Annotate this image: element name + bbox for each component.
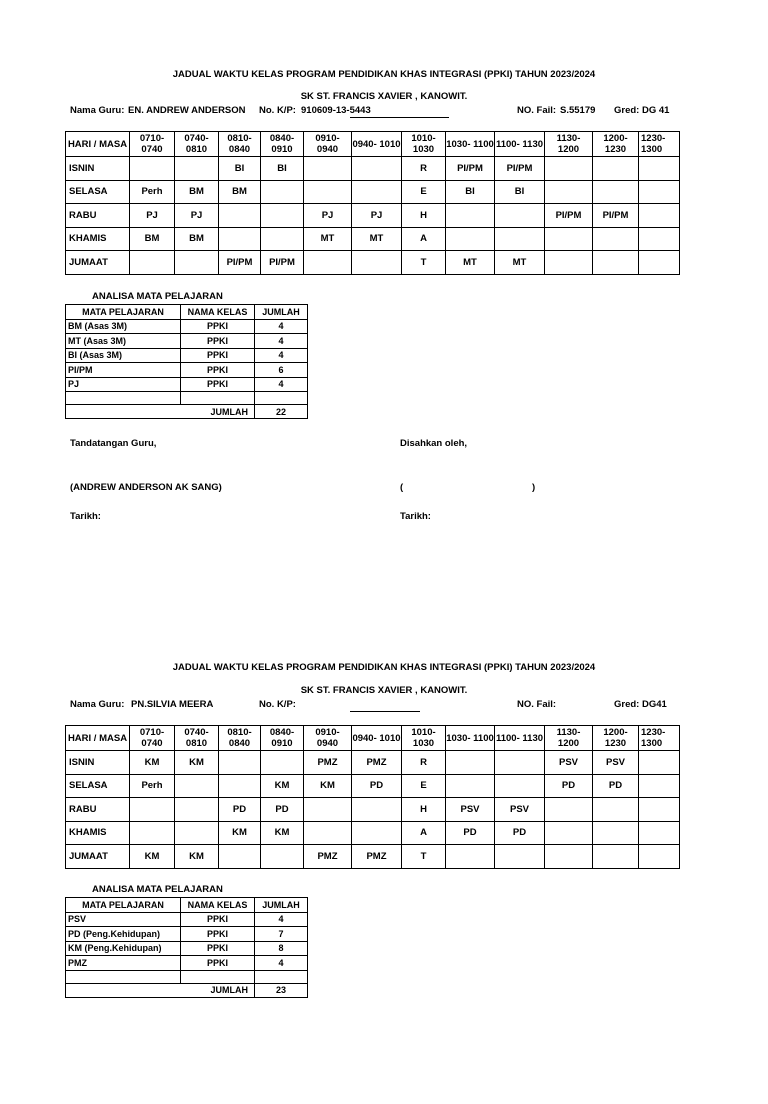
class-name: PPKI xyxy=(181,941,255,956)
day-label: SELASA xyxy=(66,180,130,204)
timetable-cell: PSV xyxy=(495,798,545,822)
total-value: 22 xyxy=(255,405,308,419)
subject-name: PD (Peng.Kehidupan) xyxy=(66,927,181,942)
subject-name: PSV xyxy=(66,912,181,927)
date-label-right: Tarikh: xyxy=(400,511,431,522)
table-row xyxy=(66,821,680,845)
timetable-cell: MT xyxy=(446,251,495,275)
timetable-cell: KM xyxy=(130,751,175,775)
analysis-row xyxy=(66,912,308,927)
timetable-cell xyxy=(495,204,545,228)
kp-underline xyxy=(350,711,420,712)
date-label-left: Tarikh: xyxy=(70,511,101,522)
analysis-row xyxy=(66,319,308,334)
header-slot: 1010- 1030 xyxy=(402,132,446,157)
blank-cell xyxy=(181,970,255,983)
school-name: SK ST. FRANCIS XAVIER , KANOWIT. xyxy=(300,91,468,102)
school-name: SK ST. FRANCIS XAVIER , KANOWIT. xyxy=(300,685,468,696)
timetable-cell xyxy=(352,157,402,181)
timetable-cell xyxy=(304,821,352,845)
analysis-title: ANALISA MATA PELAJARAN xyxy=(92,884,223,895)
timetable-cell: PI/PM xyxy=(545,204,593,228)
table-row xyxy=(66,180,680,204)
table-row xyxy=(66,204,680,228)
class-name: PPKI xyxy=(181,363,255,378)
timetable-cell: PMZ xyxy=(304,845,352,869)
timetable-cell xyxy=(130,821,175,845)
timetable-cell xyxy=(639,798,680,822)
subject-name: PMZ xyxy=(66,956,181,971)
analysis-header: JUMLAH xyxy=(255,898,308,913)
header-slot: 1100- 1130 xyxy=(495,132,545,157)
timetable-cell xyxy=(175,251,219,275)
day-label: KHAMIS xyxy=(66,821,130,845)
analysis-header: NAMA KELAS xyxy=(181,898,255,913)
blank-cell xyxy=(181,392,255,405)
timetable-cell xyxy=(593,821,639,845)
header-slot: 0940- 1010 xyxy=(352,726,402,751)
teacher-name: PN.SILVIA MEERA xyxy=(131,699,214,710)
timetable-sheet-1 xyxy=(0,0,768,522)
analysis-row xyxy=(66,941,308,956)
header-slot: 0810- 0840 xyxy=(219,132,261,157)
timetable-cell xyxy=(352,251,402,275)
timetable-cell xyxy=(304,251,352,275)
timetable-cell: PD xyxy=(593,774,639,798)
timetable-cell xyxy=(219,751,261,775)
day-label: ISNIN xyxy=(66,751,130,775)
analysis-row xyxy=(66,348,308,363)
subject-name: KM (Peng.Kehidupan) xyxy=(66,941,181,956)
header-slot: 0840- 0910 xyxy=(261,132,304,157)
timetable-cell: PD xyxy=(495,821,545,845)
timetable-sheet-2 xyxy=(0,592,768,1104)
timetable-cell xyxy=(495,751,545,775)
teacher-label: Nama Guru: xyxy=(70,699,125,710)
timetable-cell xyxy=(261,751,304,775)
day-label: JUMAAT xyxy=(66,251,130,275)
table-row xyxy=(66,157,680,181)
subject-count: 4 xyxy=(255,334,308,349)
timetable-cell xyxy=(639,774,680,798)
timetable-cell xyxy=(446,204,495,228)
timetable-cell: PI/PM xyxy=(446,157,495,181)
timetable-cell xyxy=(639,180,680,204)
header-slot: 1130- 1200 xyxy=(545,726,593,751)
timetable-cell xyxy=(352,180,402,204)
timetable-cell xyxy=(219,845,261,869)
timetable-cell: KM xyxy=(175,845,219,869)
subject-count: 8 xyxy=(255,941,308,956)
kp-underline xyxy=(350,117,449,118)
blank-cell xyxy=(255,970,308,983)
total-value: 23 xyxy=(255,983,308,997)
timetable-cell: PD xyxy=(219,798,261,822)
day-label: RABU xyxy=(66,798,130,822)
timetable-cell xyxy=(219,774,261,798)
gred-label: Gred: xyxy=(614,105,640,116)
table-row xyxy=(66,751,680,775)
timetable-cell: PSV xyxy=(545,751,593,775)
header-slot: 0910- 0940 xyxy=(304,726,352,751)
timetable-cell xyxy=(352,821,402,845)
timetable-cell xyxy=(130,251,175,275)
header-slot: 1130- 1200 xyxy=(545,132,593,157)
timetable-cell: PI/PM xyxy=(219,251,261,275)
timetable-cell xyxy=(639,821,680,845)
timetable-cell xyxy=(130,798,175,822)
timetable-cell xyxy=(639,251,680,275)
analysis-row xyxy=(66,927,308,942)
timetable-cell: KM xyxy=(130,845,175,869)
timetable-cell: BI xyxy=(495,180,545,204)
timetable-cell: MT xyxy=(304,227,352,251)
subject-count: 6 xyxy=(255,363,308,378)
timetable-cell: PI/PM xyxy=(593,204,639,228)
timetable-cell xyxy=(593,798,639,822)
header-slot: 1230- 1300 xyxy=(639,132,680,157)
timetable-cell: H xyxy=(402,204,446,228)
timetable-cell: PJ xyxy=(352,204,402,228)
class-name: PPKI xyxy=(181,334,255,349)
day-label: ISNIN xyxy=(66,157,130,181)
timetable-cell xyxy=(545,798,593,822)
timetable-cell: KM xyxy=(261,774,304,798)
header-slot: 0940- 1010 xyxy=(352,132,402,157)
blank-cell xyxy=(66,970,181,983)
timetable-cell: KM xyxy=(175,751,219,775)
teacher-full-name: (ANDREW ANDERSON AK SANG) xyxy=(70,482,222,493)
header-slot: 1200- 1230 xyxy=(593,726,639,751)
timetable-cell: PI/PM xyxy=(495,157,545,181)
timetable-cell xyxy=(593,251,639,275)
class-name: PPKI xyxy=(181,348,255,363)
analysis-table xyxy=(65,304,308,419)
class-name: PPKI xyxy=(181,319,255,334)
timetable-cell xyxy=(639,845,680,869)
timetable-cell xyxy=(545,180,593,204)
timetable-cell: MT xyxy=(495,251,545,275)
header-slot: 0840- 0910 xyxy=(261,726,304,751)
fail-value: S.55179 xyxy=(560,105,596,116)
timetable-cell xyxy=(352,798,402,822)
timetable-cell: PI/PM xyxy=(261,251,304,275)
timetable-cell: A xyxy=(402,227,446,251)
subject-name: PJ xyxy=(66,377,181,392)
timetable-cell: PD xyxy=(352,774,402,798)
header-day-time: HARI / MASA xyxy=(66,726,130,751)
timetable-cell xyxy=(593,180,639,204)
class-name: PPKI xyxy=(181,927,255,942)
timetable-cell xyxy=(545,821,593,845)
header-slot: 0910- 0940 xyxy=(304,132,352,157)
timetable-cell: R xyxy=(402,751,446,775)
timetable-cell xyxy=(175,821,219,845)
timetable-cell: PD xyxy=(545,774,593,798)
analysis-header: MATA PELAJARAN xyxy=(66,898,181,913)
timetable-cell: PMZ xyxy=(352,845,402,869)
timetable-cell: T xyxy=(402,251,446,275)
header-slot: 1030- 1100 xyxy=(446,132,495,157)
subject-count: 4 xyxy=(255,348,308,363)
timetable-cell: E xyxy=(402,180,446,204)
timetable-cell: PD xyxy=(446,821,495,845)
timetable-cell: KM xyxy=(304,774,352,798)
header-slot: 1010- 1030 xyxy=(402,726,446,751)
kp-label: No. K/P: xyxy=(259,105,296,116)
timetable-cell xyxy=(639,157,680,181)
timetable-cell xyxy=(175,157,219,181)
class-name: PPKI xyxy=(181,912,255,927)
timetable-cell xyxy=(446,774,495,798)
timetable-cell xyxy=(446,227,495,251)
timetable-cell: KM xyxy=(219,821,261,845)
timetable-cell: PSV xyxy=(446,798,495,822)
timetable-cell xyxy=(219,204,261,228)
analysis-total-row xyxy=(66,405,308,419)
timetable-cell: PMZ xyxy=(304,751,352,775)
timetable-cell: BM xyxy=(130,227,175,251)
timetable-cell: Perh xyxy=(130,774,175,798)
table-row xyxy=(66,774,680,798)
timetable-cell xyxy=(304,157,352,181)
teacher-name: EN. ANDREW ANDERSON xyxy=(128,105,246,116)
timetable-cell xyxy=(219,227,261,251)
gred-value: DG 41 xyxy=(642,105,670,116)
subject-count: 4 xyxy=(255,956,308,971)
timetable-cell: KM xyxy=(261,821,304,845)
timetable-cell xyxy=(593,227,639,251)
analysis-title: ANALISA MATA PELAJARAN xyxy=(92,291,223,302)
timetable-cell xyxy=(639,227,680,251)
subject-name: BM (Asas 3M) xyxy=(66,319,181,334)
timetable-cell: PD xyxy=(261,798,304,822)
timetable-cell: BI xyxy=(261,157,304,181)
timetable-cell xyxy=(446,751,495,775)
gred-value: DG41 xyxy=(642,699,667,710)
timetable-cell: PSV xyxy=(593,751,639,775)
timetable-cell: A xyxy=(402,821,446,845)
analysis-table xyxy=(65,897,308,998)
teacher-label: Nama Guru: xyxy=(70,105,125,116)
header-slot: 0740- 0810 xyxy=(175,132,219,157)
fail-label: NO. Fail: xyxy=(517,105,557,116)
timetable-cell: BM xyxy=(175,180,219,204)
timetable-cell xyxy=(304,180,352,204)
class-name: PPKI xyxy=(181,377,255,392)
header-day-time: HARI / MASA xyxy=(66,132,130,157)
day-label: KHAMIS xyxy=(66,227,130,251)
timetable-cell xyxy=(261,180,304,204)
header-slot: 1030- 1100 xyxy=(446,726,495,751)
teacher-sign-label: Tandatangan Guru, xyxy=(70,438,157,449)
timetable-cell xyxy=(593,845,639,869)
timetable-cell xyxy=(175,798,219,822)
sheet-title: JADUAL WAKTU KELAS PROGRAM PENDIDIKAN KHAS INTEGRASI (PPKI) TAHUN 2023/2024 xyxy=(172,69,596,80)
sheet-title: JADUAL WAKTU KELAS PROGRAM PENDIDIKAN KHAS INTEGRASI (PPKI) TAHUN 2023/2024 xyxy=(172,662,596,673)
blank-cell xyxy=(255,392,308,405)
timetable-cell: PJ xyxy=(175,204,219,228)
timetable-cell: BM xyxy=(219,180,261,204)
table-row xyxy=(66,845,680,869)
timetable-cell xyxy=(545,227,593,251)
analysis-total-row xyxy=(66,983,308,997)
header-slot: 1230- 1300 xyxy=(639,726,680,751)
timetable-cell xyxy=(304,798,352,822)
timetable-cell xyxy=(130,157,175,181)
analysis-header: NAMA KELAS xyxy=(181,305,255,320)
timetable-cell xyxy=(495,227,545,251)
timetable-cell xyxy=(639,204,680,228)
timetable-cell: PMZ xyxy=(352,751,402,775)
timetable-cell: R xyxy=(402,157,446,181)
gred-label: Gred: xyxy=(614,699,640,710)
timetable-cell xyxy=(261,204,304,228)
day-label: JUMAAT xyxy=(66,845,130,869)
analysis-header: MATA PELAJARAN xyxy=(66,305,181,320)
timetable-cell xyxy=(495,774,545,798)
subject-name: BI (Asas 3M) xyxy=(66,348,181,363)
fail-label: NO. Fail: xyxy=(517,699,557,710)
kp-value: 910609-13-5443 xyxy=(301,105,371,116)
analysis-row xyxy=(66,956,308,971)
timetable-cell: Perh xyxy=(130,180,175,204)
subject-name: PI/PM xyxy=(66,363,181,378)
header-slot: 0740- 0810 xyxy=(175,726,219,751)
subject-name: MT (Asas 3M) xyxy=(66,334,181,349)
timetable-cell xyxy=(495,845,545,869)
total-label: JUMLAH xyxy=(66,983,255,997)
subject-count: 4 xyxy=(255,319,308,334)
header-slot: 0810- 0840 xyxy=(219,726,261,751)
table-row xyxy=(66,227,680,251)
timetable-table xyxy=(65,725,680,869)
day-label: SELASA xyxy=(66,774,130,798)
header-slot: 1200- 1230 xyxy=(593,132,639,157)
table-row xyxy=(66,798,680,822)
subject-count: 4 xyxy=(255,377,308,392)
timetable-cell: MT xyxy=(352,227,402,251)
total-label: JUMLAH xyxy=(66,405,255,419)
approver-close-paren: ) xyxy=(532,482,536,493)
timetable-cell xyxy=(261,845,304,869)
timetable-cell xyxy=(545,845,593,869)
timetable-table xyxy=(65,131,680,275)
blank-cell xyxy=(66,392,181,405)
timetable-cell: PJ xyxy=(304,204,352,228)
timetable-cell xyxy=(261,227,304,251)
timetable-cell xyxy=(545,251,593,275)
table-row xyxy=(66,251,680,275)
day-label: RABU xyxy=(66,204,130,228)
analysis-header: JUMLAH xyxy=(255,305,308,320)
analysis-row xyxy=(66,363,308,378)
timetable-cell: E xyxy=(402,774,446,798)
class-name: PPKI xyxy=(181,956,255,971)
subject-count: 7 xyxy=(255,927,308,942)
analysis-row xyxy=(66,377,308,392)
timetable-cell xyxy=(639,751,680,775)
timetable-cell xyxy=(545,157,593,181)
header-slot: 1100- 1130 xyxy=(495,726,545,751)
analysis-row xyxy=(66,334,308,349)
timetable-cell: BM xyxy=(175,227,219,251)
approved-by-label: Disahkan oleh, xyxy=(400,438,468,449)
header-slot: 0710- 0740 xyxy=(130,726,175,751)
timetable-cell: T xyxy=(402,845,446,869)
timetable-cell: BI xyxy=(446,180,495,204)
timetable-cell xyxy=(175,774,219,798)
analysis-blank-row xyxy=(66,392,308,405)
timetable-cell: PJ xyxy=(130,204,175,228)
timetable-cell xyxy=(446,845,495,869)
subject-count: 4 xyxy=(255,912,308,927)
analysis-blank-row xyxy=(66,970,308,983)
timetable-cell xyxy=(593,157,639,181)
timetable-cell: BI xyxy=(219,157,261,181)
kp-label: No. K/P: xyxy=(259,699,296,710)
timetable-cell: H xyxy=(402,798,446,822)
header-slot: 0710- 0740 xyxy=(130,132,175,157)
approver-open-paren: ( xyxy=(400,482,404,493)
